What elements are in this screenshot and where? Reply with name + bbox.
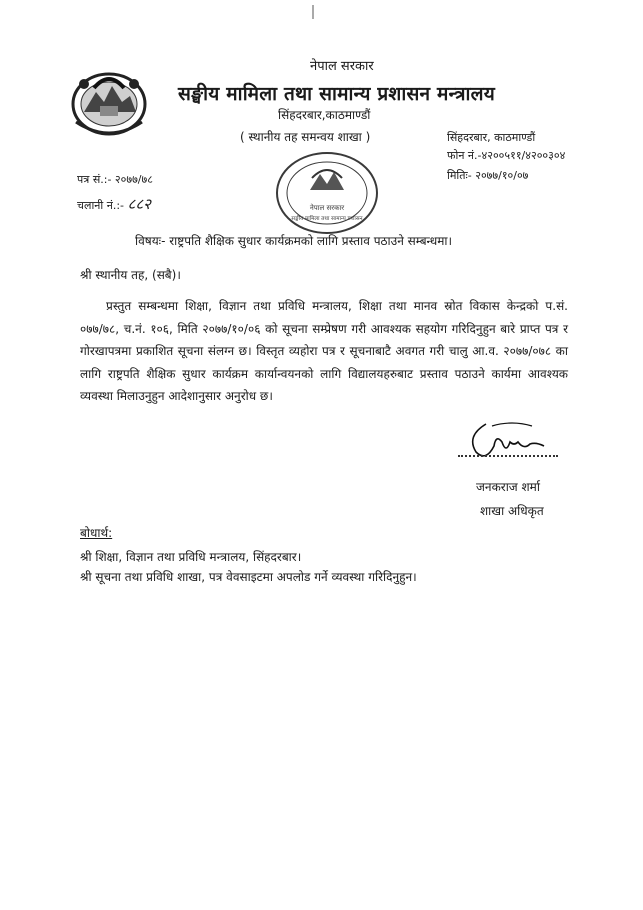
signature-icon: [462, 416, 562, 466]
letter-date: मितिः- २०७७/१०/०७: [447, 169, 529, 182]
section-name: ( स्थानीय तह समन्वय शाखा ): [240, 130, 371, 144]
signatory-designation: शाखा अधिकृत: [480, 504, 544, 518]
letter-subject: विषयः- राष्ट्रपति शैक्षिक सुधार कार्यक्रमको लागि प्रस्ताव पठाउने सम्बन्धमा।: [135, 234, 453, 248]
contact-address: सिंहदरबार, काठमाण्डौं: [447, 131, 536, 144]
nepal-emblem-icon: [64, 62, 154, 142]
signature-line: [458, 455, 558, 457]
contact-phone: फोन नं.-४२००५११/४२००३०४: [447, 149, 566, 162]
cc-item: श्री शिक्षा, विज्ञान तथा प्रविधि मन्त्रालय, सिंहदरबार।: [80, 550, 302, 564]
government-name: नेपाल सरकार: [310, 59, 374, 74]
letter-body: प्रस्तुत सम्बन्धमा शिक्षा, विज्ञान तथा प्रविधि मन्त्रालय, शिक्षा तथा मानव स्रोत विकास केन्द्रको प.सं. ०७७/७८, च.नं. १०६, मिति २०७७/१०/०६ को सूचना सम्प्रेषण गरी आवश्यक सहयोग गरिदिनुहुन बारे प्राप्त पत्र र गोरखापत्रमा प्रकाशित सूचना संलग्न छ। विस्तृत व्यहोरा पत्र र सूचनाबाटै अवगत गरी चालु आ.व. २०७७/०७८ का लागि राष्ट्रपति शैक्षिक सुधार कार्यक्रम कार्यान्वयनको लागि विद्यालयहरुबाट प्रस्ताव पठाउने कार्यमा आवश्यक व्यवस्था मिलाउनुहुन आदेशानुसार अनुरोध छ।: [80, 299, 568, 403]
dispatch-number: [77, 194, 151, 214]
dispatch-label: चलानी नं.:-: [77, 199, 125, 212]
stamp-line-1: नेपाल सरकार: [309, 204, 345, 212]
letter-number: पत्र सं.:- २०७७/७८: [77, 173, 153, 186]
letter-recipient: श्री स्थानीय तह, (सबै)।: [80, 268, 181, 282]
ministry-title: सङ्घीय मामिला तथा सामान्य प्रशासन मन्त्रालय: [178, 83, 495, 105]
dispatch-handwritten-number: ८८२: [127, 195, 151, 213]
signatory-name: जनकराज शर्मा: [476, 480, 540, 494]
ministry-location: सिंहदरबार,काठमाण्डौं: [278, 108, 371, 122]
cc-heading: बोधार्थ:: [80, 526, 113, 540]
stamp-line-2: सङ्घीय मामिला तथा सामान्य प्रशासन: [291, 216, 363, 222]
paper-crease: [312, 5, 314, 19]
official-stamp-icon: [272, 148, 382, 238]
cc-item: श्री सूचना तथा प्रविधि शाखा, पत्र वेवसाइटमा अपलोड गर्ने व्यवस्था गरिदिनुहुन।: [80, 570, 417, 584]
